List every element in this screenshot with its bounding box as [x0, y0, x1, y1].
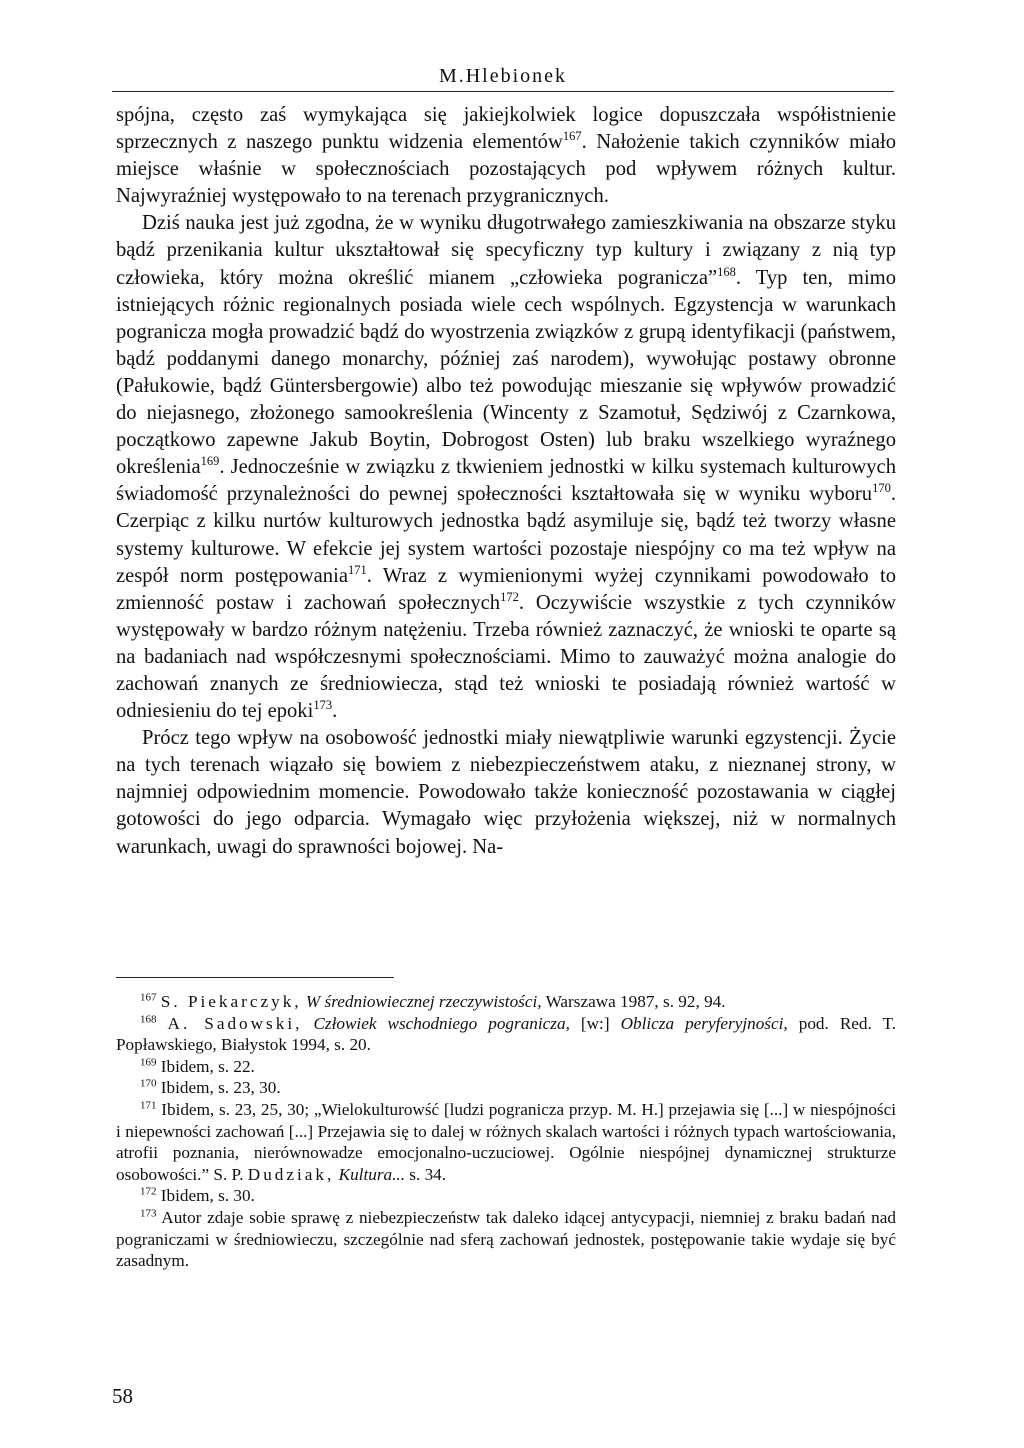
- footnote-168: [116, 1013, 896, 1056]
- running-header: M.Hlebionek: [438, 65, 568, 87]
- footnote-title: Kultura...: [338, 1164, 405, 1184]
- text-run: .: [332, 700, 338, 723]
- footnote-171: [116, 1099, 896, 1185]
- footnote-title: W średniowiecznej rzeczywistości,: [305, 992, 542, 1011]
- footnote-text: Ibidem, s. 23, 30.: [160, 1078, 281, 1098]
- footnote-text: Ibidem, s. 30.: [160, 1186, 255, 1206]
- footnote-separator: [116, 977, 394, 978]
- footnote-169: [116, 1056, 896, 1078]
- footnote-text: Ibidem, s. 22.: [160, 1056, 255, 1076]
- footnote-173: [116, 1207, 896, 1272]
- footnote-text: Warszawa 1987, s. 92, 94.: [545, 992, 726, 1011]
- footnote-number: 171: [140, 1099, 157, 1112]
- text-run: spójna, często zaś wymykająca się jakiejkolwiek logice dopuszczała współistnienie sprzecznych z naszego punktu widzenia elementów: [116, 104, 896, 154]
- footnote-author: A. Sadowski,: [167, 1013, 303, 1033]
- footnote-text: Autor zdaje sobie sprawę z niebezpieczeństw tak daleko idącej antycypacji, niemniej z braku badań nad pograniczami w średniowieczu, szczególnie nad sferą zachowań jednostek, postępowanie takie wydaje się być zasadnym.: [116, 1207, 896, 1271]
- footnote-title: Oblicza peryferyjności,: [620, 1013, 788, 1033]
- footnote-ref-170: 170: [872, 481, 891, 496]
- footnote-text: [w:]: [580, 1013, 610, 1033]
- text-run: . Czerpiąc z kilku nurtów kulturowych jednostka bądź asymiluje się, bądź też tworzy własne systemy kulturowe. W efekcie jej system wartości pozostaje niespójny co ma też wpływ na zespół norm postępowania: [116, 483, 896, 587]
- footnote-ref-172: 172: [500, 589, 519, 604]
- footnote-ref-173: 173: [313, 698, 333, 713]
- page-number: 58: [112, 1384, 133, 1408]
- footnote-167: [116, 991, 896, 1013]
- paragraph-2: [116, 210, 896, 725]
- footnote-number: 167: [140, 991, 157, 1004]
- footnote-ref-167: 167: [562, 129, 582, 144]
- text-run: . Wraz z wymienionymi wyżej czynnikami powodowało to zmienność postaw i zachowań społecznych: [116, 564, 896, 614]
- text-run: . Typ ten, mimo istniejących różnic regionalnych posiada wiele cech wspólnych. Egzystencja w warunkach pogranicza mogła prowadzić bądź do wyostrzenia związków z grupą identyfikacji (państwem, bądź poddanymi danego monarchy, później zaś narodem), wywołując postawy obronne (Pałukowie, bądź Güntersbergowie) albo też powodując mieszanie się wpływów prowadzić do niejasnego, złożonego samookreślenia (Wincenty z Szamotuł, Sędziwój z Czarnkowa, początkowo zapewne Jakub Boytin, Dobrogost Osten) lub braku wszelkiego wyraźnego określenia: [116, 266, 896, 479]
- paragraph-1: [116, 102, 896, 210]
- footnote-text: pod. Red. T. Popławskiego, Białystok 1994, s. 20.: [116, 1013, 897, 1055]
- footnote-author: Dudziak,: [247, 1164, 335, 1184]
- text-run: Dziś nauka jest już zgodna, że w wyniku długotrwałego zamieszkiwania na obszarze styku bądź przenikania kultur ukształtował się specyficzny typ kultury i związany z nią typ człowieka, który można określić mianem „człowieka pogranicza”: [116, 212, 896, 289]
- header-rule: [112, 91, 894, 92]
- footnote-author: S. Piekarczyk,: [160, 992, 302, 1011]
- footnote-number: 170: [140, 1077, 157, 1090]
- footnote-ref-168: 168: [717, 264, 736, 279]
- text-run: . Nałożenie takich czynników miało miejsce właśnie w społecznościach pozostających pod wpływem różnych kultur. Najwyraźniej występowało to na terenach przygranicznych.: [116, 131, 896, 208]
- footnote-number: 169: [140, 1056, 157, 1069]
- footnote-170: [116, 1077, 896, 1099]
- footnote-ref-171: 171: [347, 562, 367, 577]
- text-run: . Jednocześnie w związku z tkwieniem jednostki w kilku systemach kulturowych świadomość przynależności do pewnej społeczności kształtowała się w wyniku wyboru: [116, 456, 896, 506]
- footnote-number: 172: [140, 1185, 157, 1198]
- footnote-172: [116, 1185, 896, 1207]
- footnotes: [116, 991, 896, 1272]
- text-run: . Oczywiście wszystkie z tych czynników występowały w bardzo różnym natężeniu. Trzeba również zaznaczyć, że wnioski te oparte są na badaniach nad współczesnymi społecznościami. Mimo to zauważyć można analogie do zachowań znanych ze średniowiecza, stąd też wnioski te posiadają również wartość w odniesieniu do tej epoki: [116, 591, 896, 723]
- footnote-title: Człowiek wschodniego pogranicza,: [313, 1013, 570, 1033]
- footnote-text: Ibidem, s. 23, 25, 30; „Wielokulturowść [ludzi pogranicza przyp. M. H.] przejawia się [...] w niespójności i niepewności zachowań [...] Przejawia się to dalej w różnych skalach wartości i różnych typach wartościowania, atrofii poznania, nierównowadze emocjonalno-uczuciowej. Ogólnie niespójnej dynamicznej strukturze osobowości.” S. P.: [116, 1099, 897, 1184]
- footnote-number: 173: [140, 1207, 157, 1220]
- paragraph-3: Prócz tego wpływ na osobowość jednostki miały niewątpliwie warunki egzystencji. Życie na tych terenach wiązało się bowiem z niebezpieczeństwem ataku, z nieznanej strony, w najmniej odpowiednim momencie. Powodowało także konieczność pozostawania w ciągłej gotowości do jego odparcia. Wymagało więc przyłożenia większej, niż w normalnych warunkach, uwagi do sprawności bojowej. Na-: [116, 727, 896, 858]
- footnote-number: 168: [140, 1012, 157, 1025]
- footnote-ref-169: 169: [200, 454, 220, 469]
- footnote-text: s. 34.: [409, 1164, 447, 1184]
- main-text: [116, 102, 896, 861]
